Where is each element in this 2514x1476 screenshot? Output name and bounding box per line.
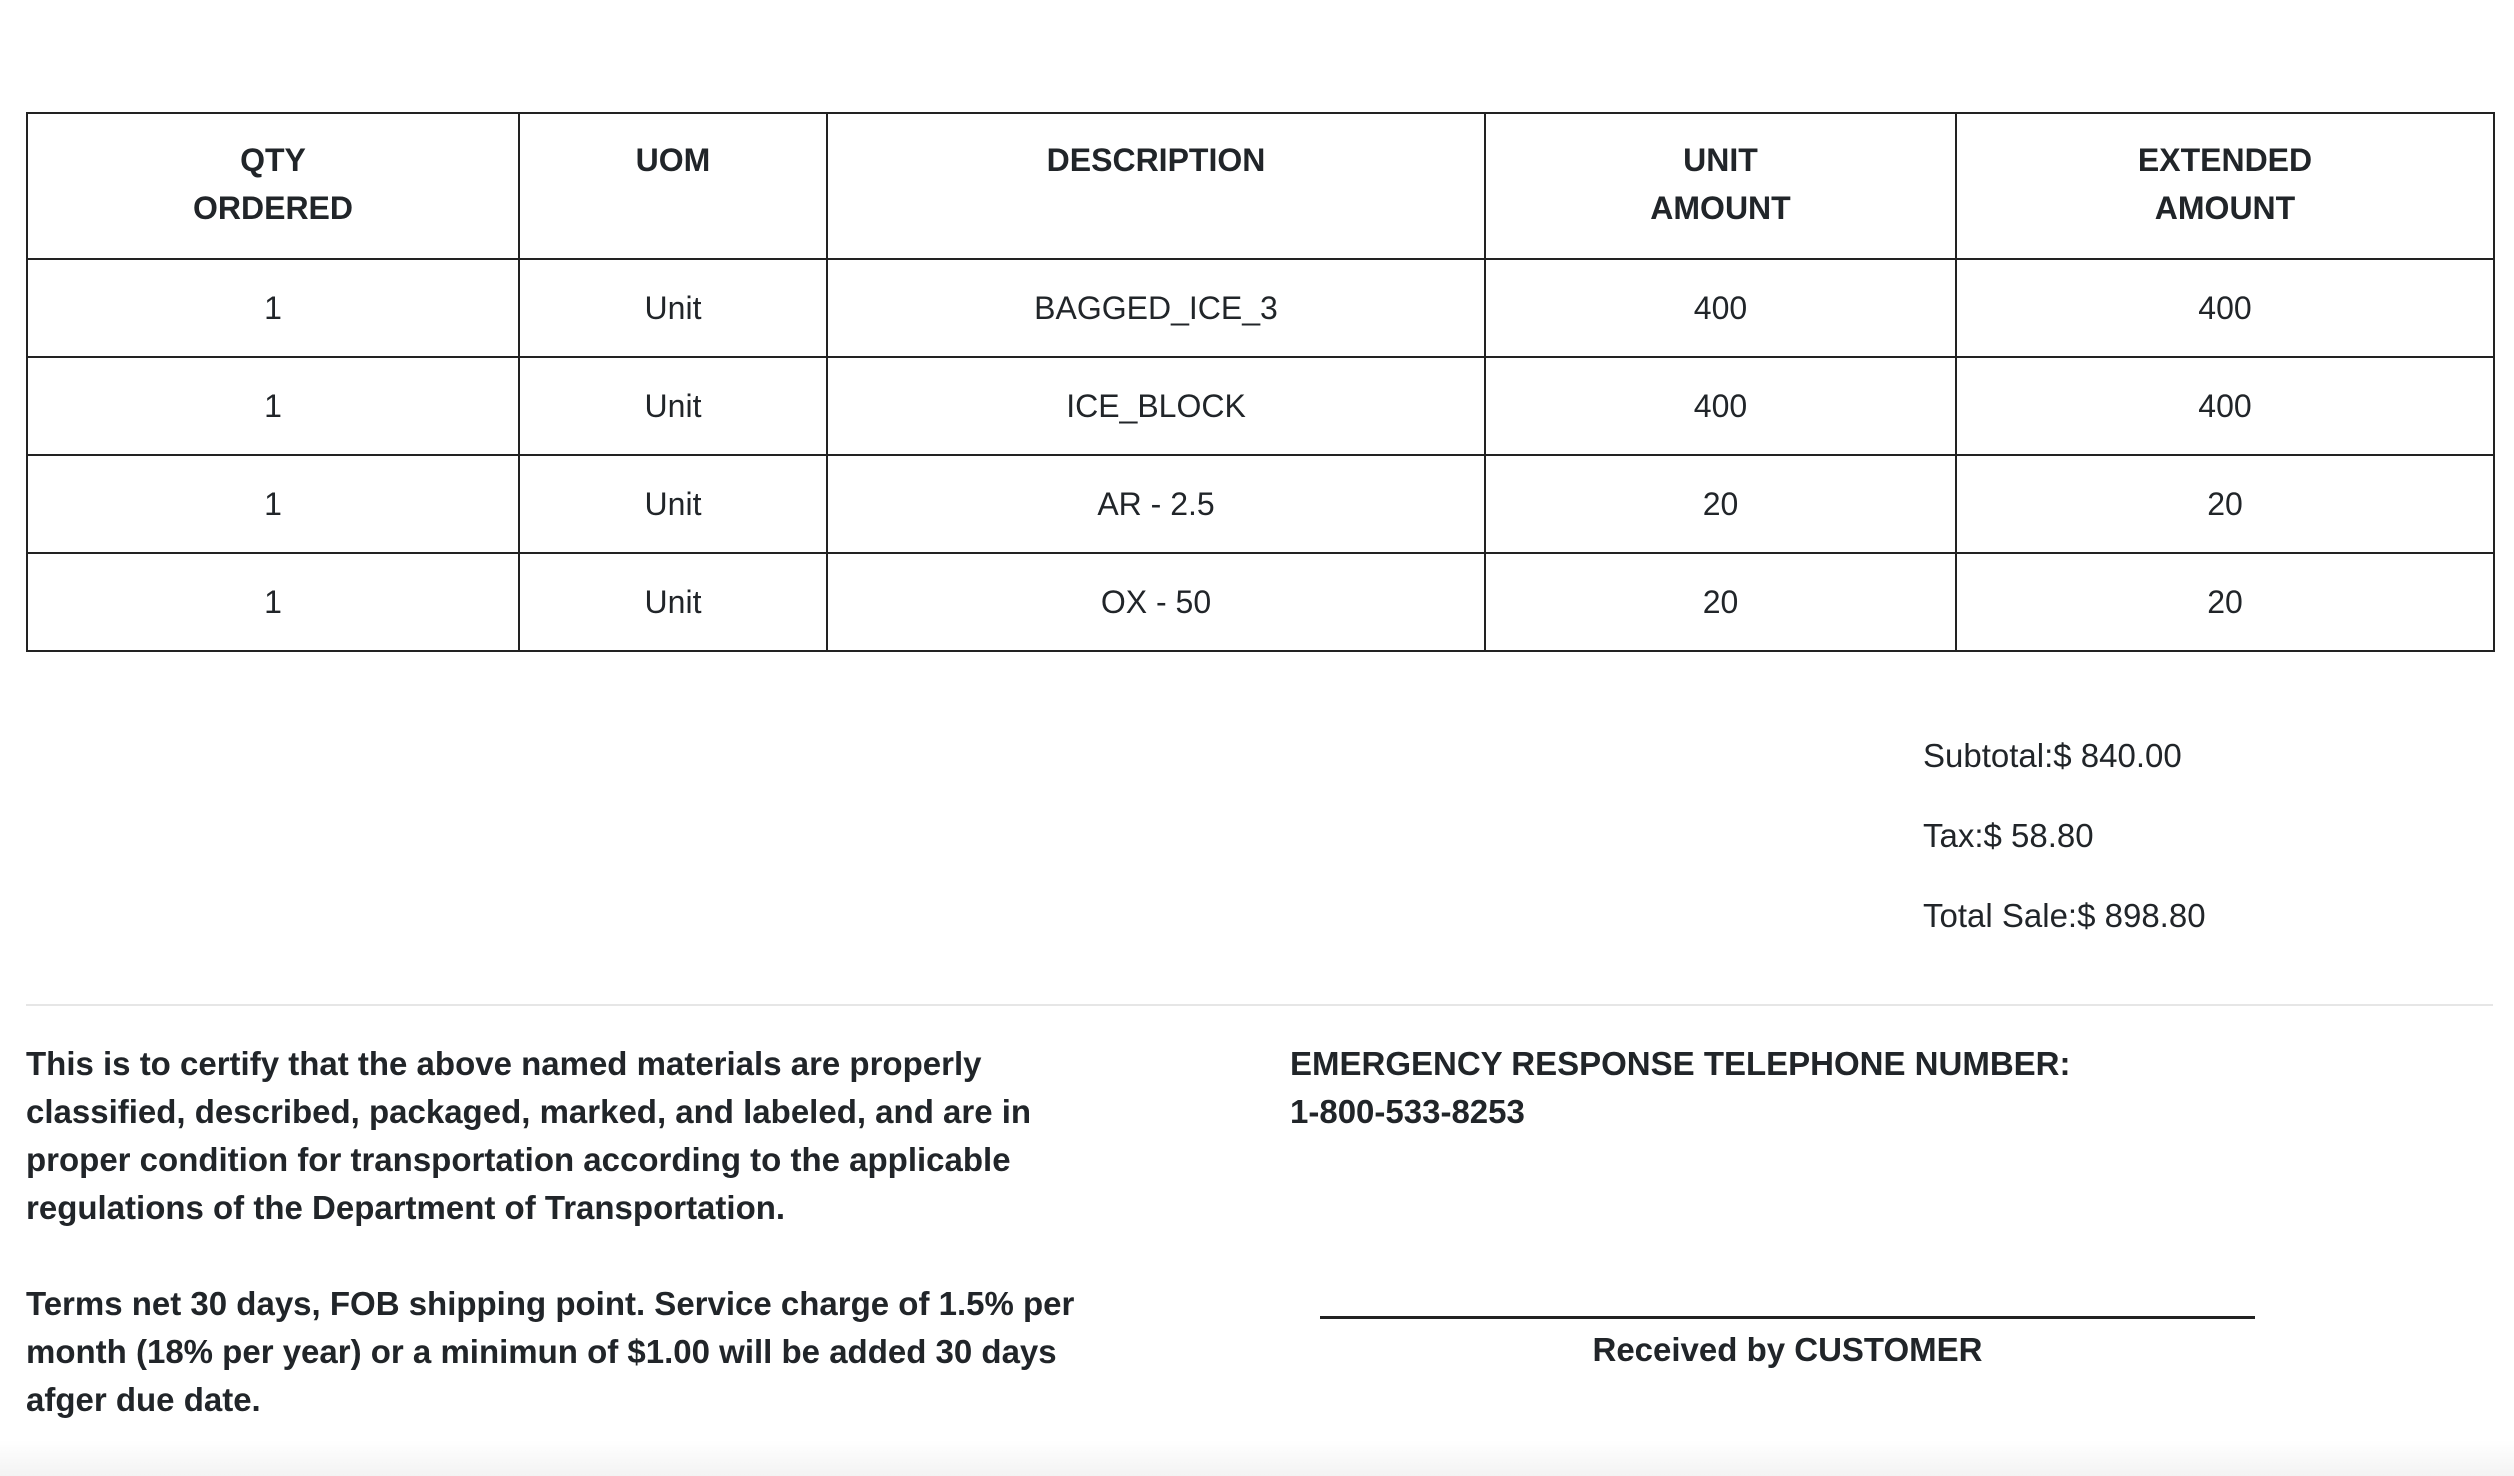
header-description: DESCRIPTION [827,113,1485,259]
payment-terms: Terms net 30 days, FOB shipping point. Service charge of 1.5% per month (18% per year) or a minimun of $1.00 will be added 30 days afger due date. [26,1285,1075,1418]
section-divider [26,1004,2493,1006]
emergency-phone: 1-800-533-8253 [1290,1093,1525,1130]
tax-text: Tax:$ 58.80 [1923,817,2094,854]
totals-block [1923,730,2206,970]
line-items-table [26,112,2495,652]
unit-amount-cell: 20 [1485,553,1956,651]
uom-cell: Unit [519,357,827,455]
table-row [27,455,2494,553]
extended-amount-cell: 20 [1956,455,2494,553]
uom-cell: Unit [519,259,827,357]
received-by-label: Received by CUSTOMER [1592,1331,1983,1368]
subtotal-text: Subtotal:$ 840.00 [1923,737,2182,774]
header-extended-amount: EXTENDED AMOUNT [1956,113,2494,259]
qty-cell: 1 [27,357,519,455]
extended-amount-cell: 20 [1956,553,2494,651]
uom-cell: Unit [519,455,827,553]
description-cell: OX - 50 [827,553,1485,651]
emergency-label: EMERGENCY RESPONSE TELEPHONE NUMBER: [1290,1045,2071,1082]
emergency-contact-block [1290,1040,2071,1136]
certification-statement: This is to certify that the above named materials are properly classified, described, packaged, marked, and labeled, and are in proper condition for transportation according to the applicable regulations of the Department of Transportation. [26,1045,1032,1226]
header-qty-ordered: QTY ORDERED [27,113,519,259]
description-cell: ICE_BLOCK [827,357,1485,455]
unit-amount-cell: 400 [1485,259,1956,357]
header-unit-amount: UNIT AMOUNT [1485,113,1956,259]
unit-amount-cell: 20 [1485,455,1956,553]
qty-cell: 1 [27,455,519,553]
table-row [27,553,2494,651]
description-cell: AR - 2.5 [827,455,1485,553]
description-cell: BAGGED_ICE_3 [827,259,1485,357]
extended-amount-cell: 400 [1956,259,2494,357]
unit-amount-cell: 400 [1485,357,1956,455]
qty-cell: 1 [27,259,519,357]
table-row [27,259,2494,357]
bottom-edge-shade [0,1440,2514,1476]
extended-amount-cell: 400 [1956,357,2494,455]
certification-block [26,1040,1086,1424]
signature-line [1320,1316,2255,1319]
table-header-row [27,113,2494,259]
qty-cell: 1 [27,553,519,651]
total-sale-text: Total Sale:$ 898.80 [1923,897,2206,934]
header-uom: UOM [519,113,827,259]
table-row [27,357,2494,455]
uom-cell: Unit [519,553,827,651]
